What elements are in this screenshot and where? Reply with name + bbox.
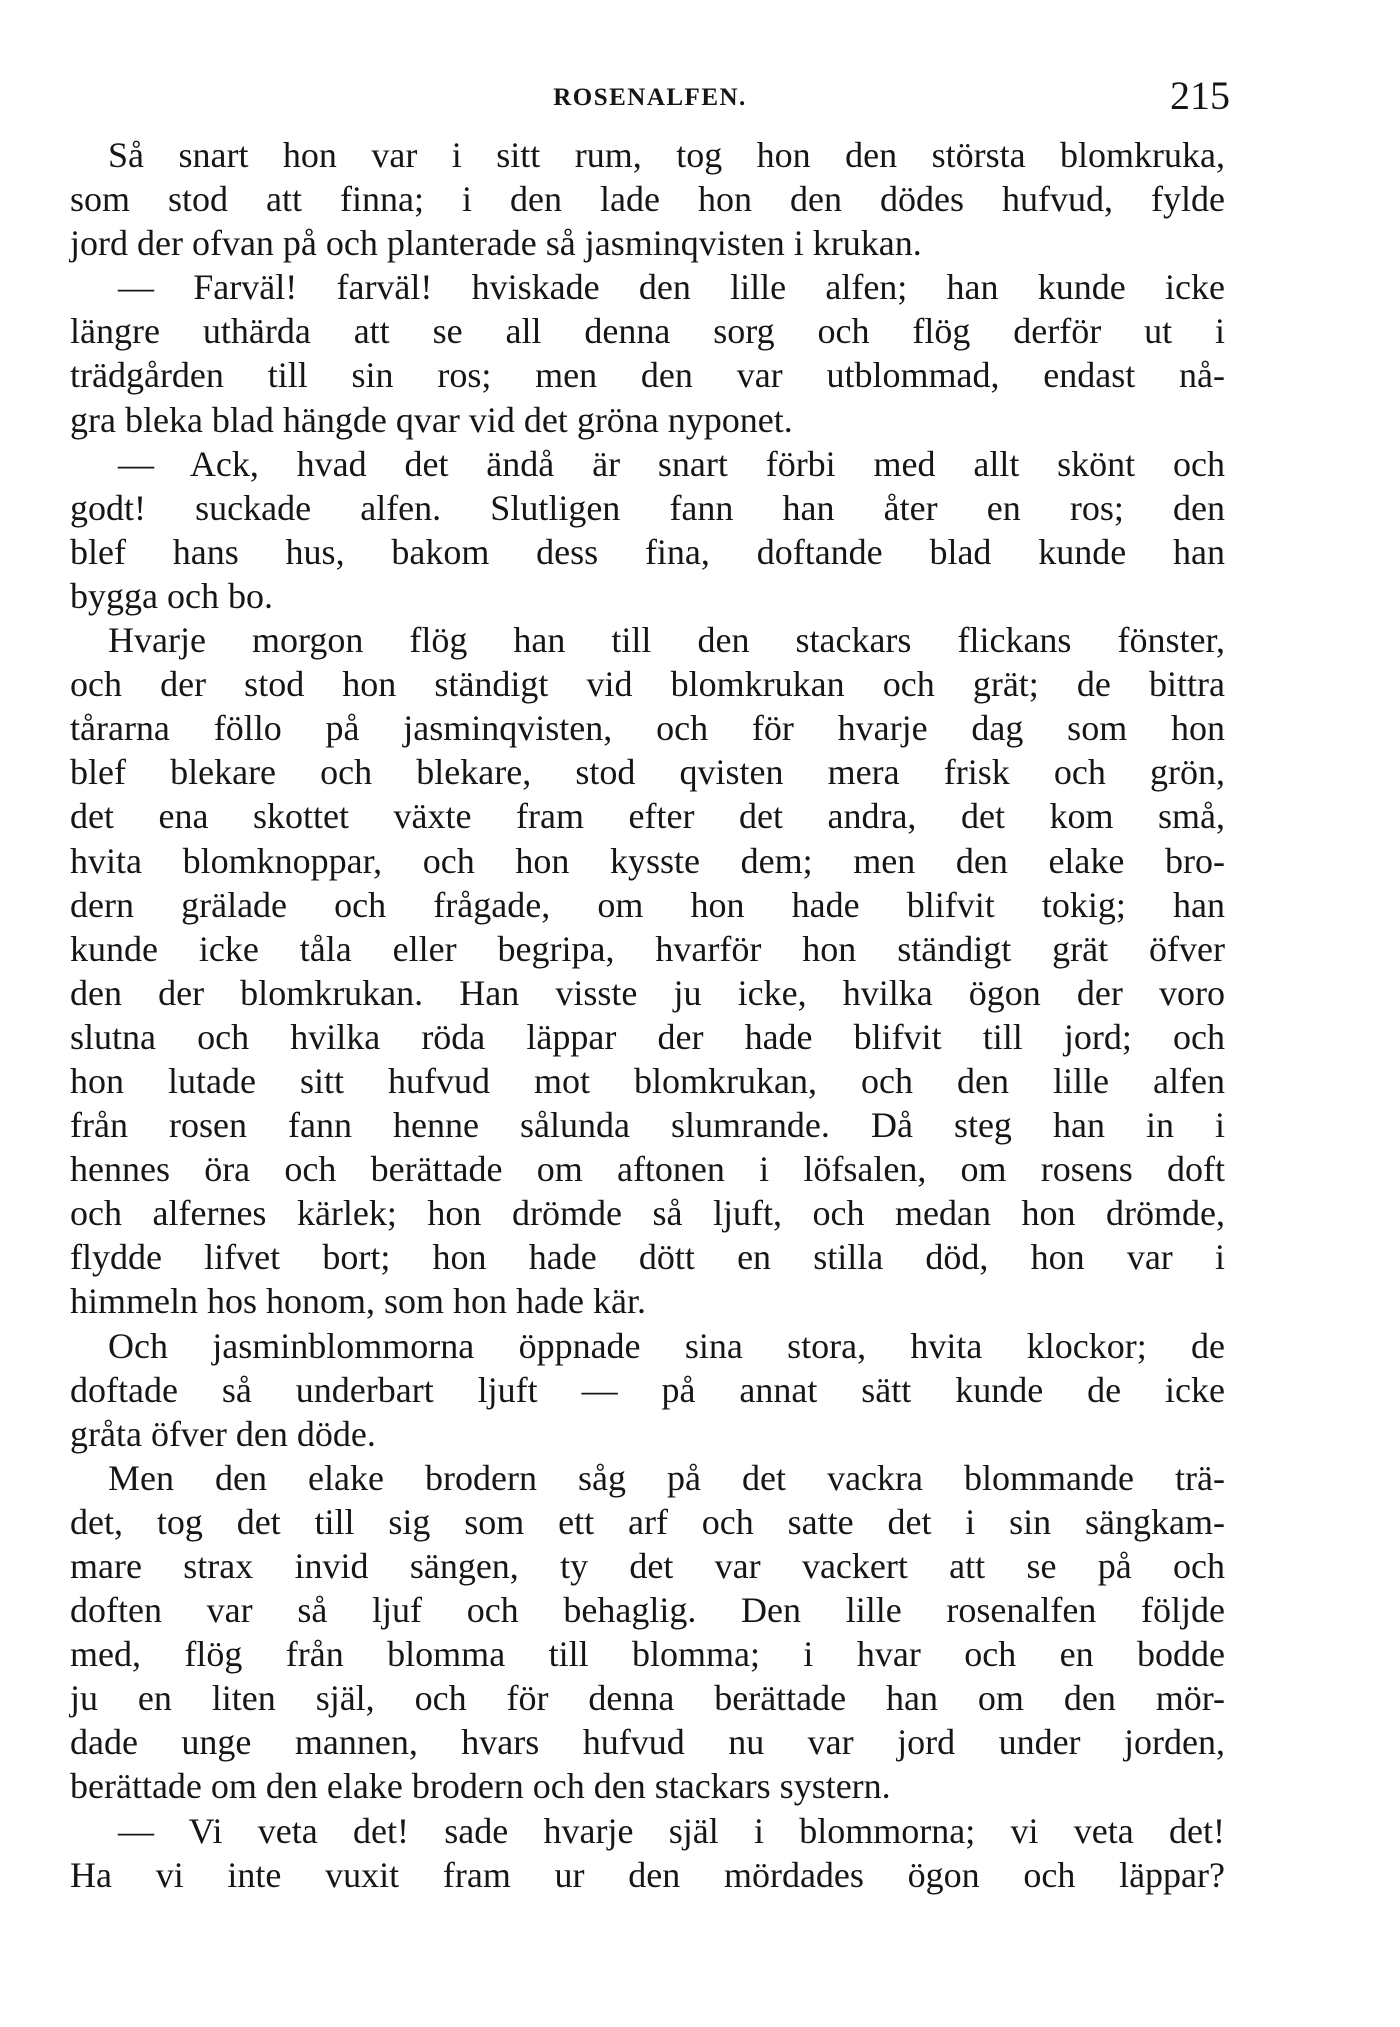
text-line: himmeln hos honom, som hon hade kär. bbox=[70, 1281, 646, 1322]
text-line: från rosen fann henne sålunda slumrande. Då steg han in i bbox=[70, 1105, 1225, 1146]
text-line: Men den elake brodern såg på det vackra blommande trä- bbox=[108, 1457, 1225, 1498]
text-line: hennes öra och berättade om aftonen i löfsalen, om rosens doft bbox=[70, 1149, 1225, 1190]
text-line: Så snart hon var i sitt rum, tog hon den största blomkruka, bbox=[108, 135, 1225, 175]
text-line: dade unge mannen, hvars hufvud nu var jord under jorden, bbox=[70, 1722, 1225, 1763]
text-line: godt! suckade alfen. Slutligen fann han åter en ros; den bbox=[70, 487, 1225, 528]
text-line: doftade så underbart ljuft — på annat sätt kunde de icke bbox=[70, 1369, 1225, 1410]
text-line: — Farväl! farväl! hviskade den lille alfen; han kunde icke bbox=[118, 267, 1225, 308]
text-line: det, tog det till sig som ett arf och satte det i sin sängkam- bbox=[70, 1501, 1225, 1542]
page-header bbox=[70, 72, 1230, 122]
text-line: Ha vi inte vuxit fram ur den mördades ögon och läppar? bbox=[70, 1854, 1225, 1895]
text-line: och der stod hon ständigt vid blomkrukan och grät; de bittra bbox=[70, 664, 1225, 705]
text-line: trädgården till sin ros; men den var utblommad, endast nå- bbox=[70, 355, 1225, 396]
text-line: — Vi veta det! sade hvarje själ i blommorna; vi veta det! bbox=[118, 1810, 1225, 1851]
text-line: den der blomkrukan. Han visste ju icke, hvilka ögon der voro bbox=[70, 972, 1225, 1013]
text-line: och alfernes kärlek; hon drömde så ljuft, och medan hon drömde, bbox=[70, 1193, 1225, 1234]
text-line: längre uthärda att se all denna sorg och flög derför ut i bbox=[70, 311, 1225, 352]
text-line: mare strax invid sängen, ty det var vackert att se på och bbox=[70, 1546, 1225, 1586]
text-line: gråta öfver den döde. bbox=[70, 1413, 376, 1454]
text-line: doften var så ljuf och behaglig. Den lille rosenalfen följde bbox=[70, 1590, 1225, 1631]
text-line: Och jasminblommorna öppnade sina stora, hvita klockor; de bbox=[108, 1325, 1225, 1366]
body-text bbox=[70, 133, 1225, 1897]
text-line: flydde lifvet bort; hon hade dött en stilla död, hon var i bbox=[70, 1237, 1225, 1278]
text-line: bygga och bo. bbox=[70, 575, 273, 616]
text-line: med, flög från blomma till blomma; i hvar och en bodde bbox=[70, 1634, 1225, 1675]
text-line: hvita blomknoppar, och hon kysste dem; men den elake bro- bbox=[70, 840, 1225, 881]
running-title: ROSENALFEN. bbox=[553, 84, 747, 111]
text-line: hon lutade sitt hufvud mot blomkrukan, och den lille alfen bbox=[70, 1060, 1225, 1101]
text-line: blef blekare och blekare, stod qvisten mera frisk och grön, bbox=[70, 752, 1225, 793]
text-line: — Ack, hvad det ändå är snart förbi med allt skönt och bbox=[118, 443, 1225, 484]
text-line: gra bleka blad hängde qvar vid det gröna nyponet. bbox=[70, 399, 793, 440]
text-line: det ena skottet växte fram efter det andra, det kom små, bbox=[70, 796, 1225, 837]
text-line: dern grälade och frågade, om hon hade blifvit tokig; han bbox=[70, 884, 1225, 925]
page-number: 215 bbox=[1170, 73, 1230, 118]
text-line: berättade om den elake brodern och den stackars systern. bbox=[70, 1766, 891, 1807]
text-line: jord der ofvan på och planterade så jasminqvisten i krukan. bbox=[70, 223, 922, 264]
text-line: som stod att finna; i den lade hon den dödes hufvud, fylde bbox=[70, 179, 1225, 220]
text-line: kunde icke tåla eller begripa, hvarför hon ständigt grät öfver bbox=[70, 928, 1225, 969]
text-line: tårarna föllo på jasminqvisten, och för hvarje dag som hon bbox=[70, 708, 1225, 749]
text-line: Hvarje morgon flög han till den stackars flickans fönster, bbox=[108, 620, 1225, 661]
text-line: slutna och hvilka röda läppar der hade blifvit till jord; och bbox=[70, 1016, 1225, 1057]
text-line: blef hans hus, bakom dess fina, doftande blad kunde han bbox=[70, 531, 1225, 572]
text-line: ju en liten själ, och för denna berättade han om den mör- bbox=[70, 1678, 1225, 1719]
